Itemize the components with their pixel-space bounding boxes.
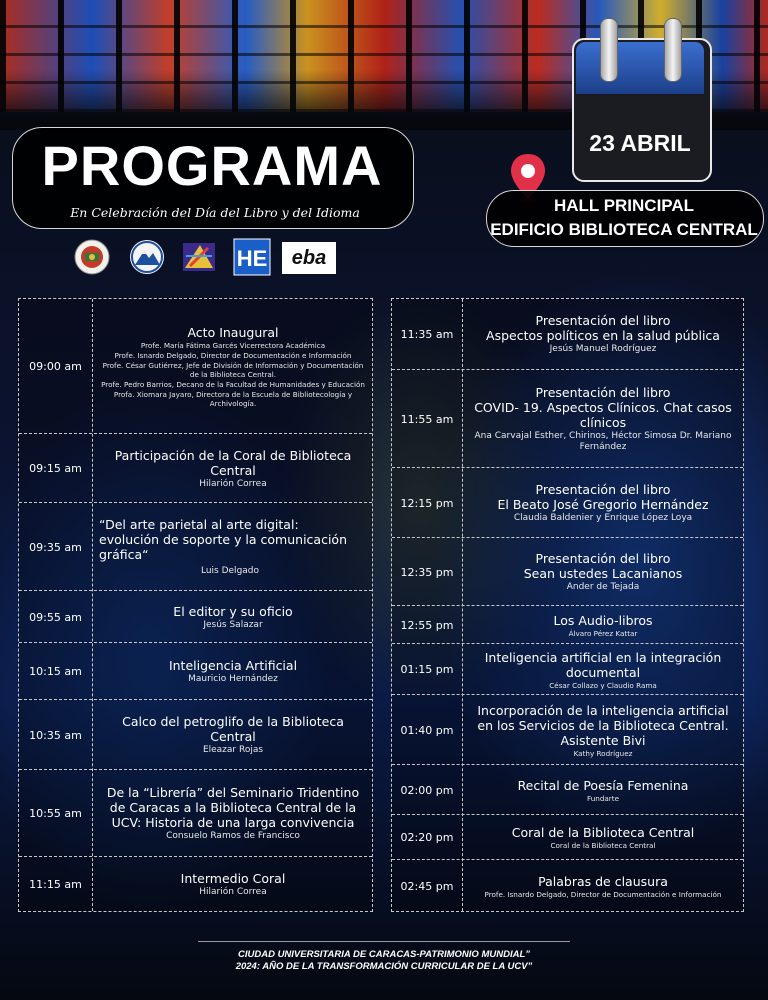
row-speaker: Hilarión Correa: [199, 478, 267, 489]
row-title: Inteligencia Artificial: [168, 658, 298, 673]
row-time: 09:55 am: [29, 610, 82, 624]
eba-logo: [282, 242, 336, 274]
schedule-row: [392, 299, 743, 369]
footer: [0, 949, 768, 973]
row-content: [468, 644, 738, 695]
row-title: Presentación del libro Aspectos políticos en la salud pública: [486, 313, 720, 343]
row-speaker: Álvaro Pérez Kattar: [568, 628, 638, 638]
faculty-emblem-logo: [180, 238, 218, 276]
schedule-row: [19, 590, 372, 643]
row-title: Acto Inaugural: [187, 324, 279, 340]
row-title: El editor y su oficio: [173, 603, 293, 619]
schedule-row: [19, 502, 372, 591]
row-title: Inteligencia artificial en la integración documental: [484, 649, 722, 680]
schedule-row: [392, 764, 743, 815]
row-time: 09:35 am: [29, 540, 82, 554]
row-title: De la “Librería” del Seminario Tridentino de Caracas a la Biblioteca Central de la UCV: Historia de una larga convivencia: [106, 785, 360, 830]
row-time: 02:00 pm: [400, 783, 454, 797]
row-speaker: Coral de la Biblioteca Central: [550, 841, 656, 850]
row-detail: Profe. César Gutiérrez, Jefe de División de Información y Documentación de la Biblioteca Central.: [102, 360, 364, 379]
schedule-row: [392, 694, 743, 765]
schedule-row: [392, 537, 743, 606]
svg-text:HE: HE: [236, 246, 268, 271]
schedule-row: [392, 467, 743, 538]
row-title: Presentación del libro El Beato José Gregorio Hernández: [497, 482, 709, 512]
row-title: Coral de la Biblioteca Central: [511, 825, 695, 840]
university-seal-logo: [72, 238, 112, 276]
row-speaker: Hilarión Correa: [199, 887, 267, 897]
row-title: Recital de Poesía Femenina: [517, 777, 689, 793]
row-content: [468, 695, 738, 765]
row-content: [468, 860, 738, 912]
schedule-row: [19, 856, 372, 912]
row-content: [99, 434, 367, 503]
row-speaker: Ander de Tejada: [566, 582, 640, 592]
schedule-row: [392, 369, 743, 468]
schedule-row: [392, 605, 743, 644]
row-content: [468, 299, 738, 369]
schedule-row: [19, 299, 372, 433]
row-speaker: Kathy Rodríguez: [573, 748, 633, 758]
row-content: [468, 606, 738, 644]
row-speaker: Ana Carvajal Esther, Chirinos, Héctor Simosa Dr. Mariano Fernández: [474, 431, 732, 452]
row-title: “Del arte parietal al arte digital: evolución de soporte y la comunicación gráfica“: [99, 517, 348, 562]
schedule-morning: [18, 298, 373, 912]
mountain-emblem-logo: [127, 238, 167, 276]
row-content: [99, 591, 367, 643]
row-content: [468, 370, 738, 468]
row-time: 10:55 am: [29, 807, 82, 820]
event-date: 23 ABRIL: [589, 130, 691, 156]
row-speaker: Mauricio Hernández: [188, 674, 278, 684]
row-content: [99, 643, 367, 700]
schedule-row: [19, 642, 372, 700]
schedule-afternoon: [391, 298, 744, 912]
row-speaker: Claudia Baldenier y Enrique López Loya: [513, 513, 693, 523]
row-speaker: Profe. Isnardo Delgado, Director de Documentación e Información: [484, 889, 722, 899]
row-title: Palabras de clausura: [538, 873, 668, 889]
row-content: [99, 299, 367, 433]
row-speaker: Jesús Salazar: [203, 619, 263, 630]
row-speaker: Eleazar Rojas: [202, 745, 264, 755]
schedule-row: [19, 699, 372, 770]
row-title: Participación de la Coral de Biblioteca Central: [114, 447, 352, 478]
row-time: 10:15 am: [29, 665, 82, 678]
row-title: Los Audio-libros: [553, 612, 653, 628]
schedule-row: [392, 859, 743, 912]
schedule-row: [392, 814, 743, 860]
page-title: PROGRAMA: [41, 134, 383, 197]
row-speaker: Fundarte: [586, 793, 619, 803]
row-speaker: Consuelo Ramos de Francisco: [166, 831, 300, 841]
row-speaker: César Collazo y Claudio Rama: [549, 680, 657, 690]
row-title: Intermedio Coral: [180, 871, 286, 886]
row-time: 01:15 pm: [400, 663, 454, 676]
row-time: 09:00 am: [29, 359, 82, 373]
row-time: 12:15 pm: [400, 496, 454, 510]
page-subtitle: En Celebración del Día del Libro y del Idioma: [70, 205, 360, 220]
row-content: [468, 538, 738, 606]
row-speaker: Luis Delgado: [200, 566, 260, 576]
row-content: [99, 857, 367, 912]
schedule-row: [392, 643, 743, 695]
eba-logo-text: eba: [291, 246, 327, 269]
row-time: 01:40 pm: [400, 723, 454, 737]
row-time: 11:55 am: [400, 412, 454, 426]
calendar-icon: [572, 18, 708, 178]
row-title: Calco del petroglifo de la Biblioteca Central: [122, 714, 344, 744]
row-title: Presentación del libro Sean ustedes Lacanianos: [523, 551, 683, 581]
row-detail: Profe. María Fátima Garcés Vicerrectora Académica: [140, 340, 326, 350]
row-content: [99, 503, 361, 591]
footer-line-2: 2024: AÑO DE LA TRANSFORMACIÓN CURRICULAR DE LA UCV”: [235, 961, 533, 972]
row-time: 12:35 pm: [400, 565, 454, 579]
schedule-row: [19, 433, 372, 503]
row-speaker: Jesús Manuel Rodríguez: [549, 344, 657, 354]
row-content: [468, 468, 738, 538]
row-content: [99, 700, 367, 770]
venue-line-1: HALL PRINCIPAL: [553, 196, 695, 215]
row-content: [468, 765, 738, 815]
he-logo: [233, 238, 271, 276]
row-title: Presentación del libro COVID- 19. Aspectos Clínicos. Chat casos clínicos: [474, 385, 732, 430]
schedule-row: [19, 769, 372, 857]
row-detail: Profe. Isnardo Delgado, Director de Documentación e Información: [114, 350, 352, 360]
row-time: 09:15 am: [29, 462, 82, 475]
row-time: 10:35 am: [29, 728, 82, 742]
venue-line-2: EDIFICIO BIBLIOTECA CENTRAL: [490, 220, 758, 239]
footer-line-1: CIUDAD UNIVERSITARIA DE CARACAS-PATRIMONIO MUNDIAL”: [237, 949, 531, 960]
row-time: 02:20 pm: [400, 831, 454, 844]
row-content: [468, 815, 738, 860]
row-time: 12:55 pm: [400, 618, 454, 632]
row-title: Incorporación de la inteligencia artificial en los Servicios de la Biblioteca Central. Asistente Bivi: [477, 702, 729, 748]
row-time: 02:45 pm: [400, 879, 454, 893]
row-time: 11:35 am: [400, 327, 454, 341]
row-detail: Profa. Xiomara Jayaro, Directora de la Escuela de Bibliotecología y Archivología.: [113, 389, 353, 408]
row-detail: Profe. Pedro Barrios, Decano de la Facultad de Humanidades y Educación: [101, 379, 365, 389]
footer-divider: [198, 941, 570, 942]
row-content: [99, 770, 367, 857]
row-time: 11:15 am: [29, 878, 82, 891]
